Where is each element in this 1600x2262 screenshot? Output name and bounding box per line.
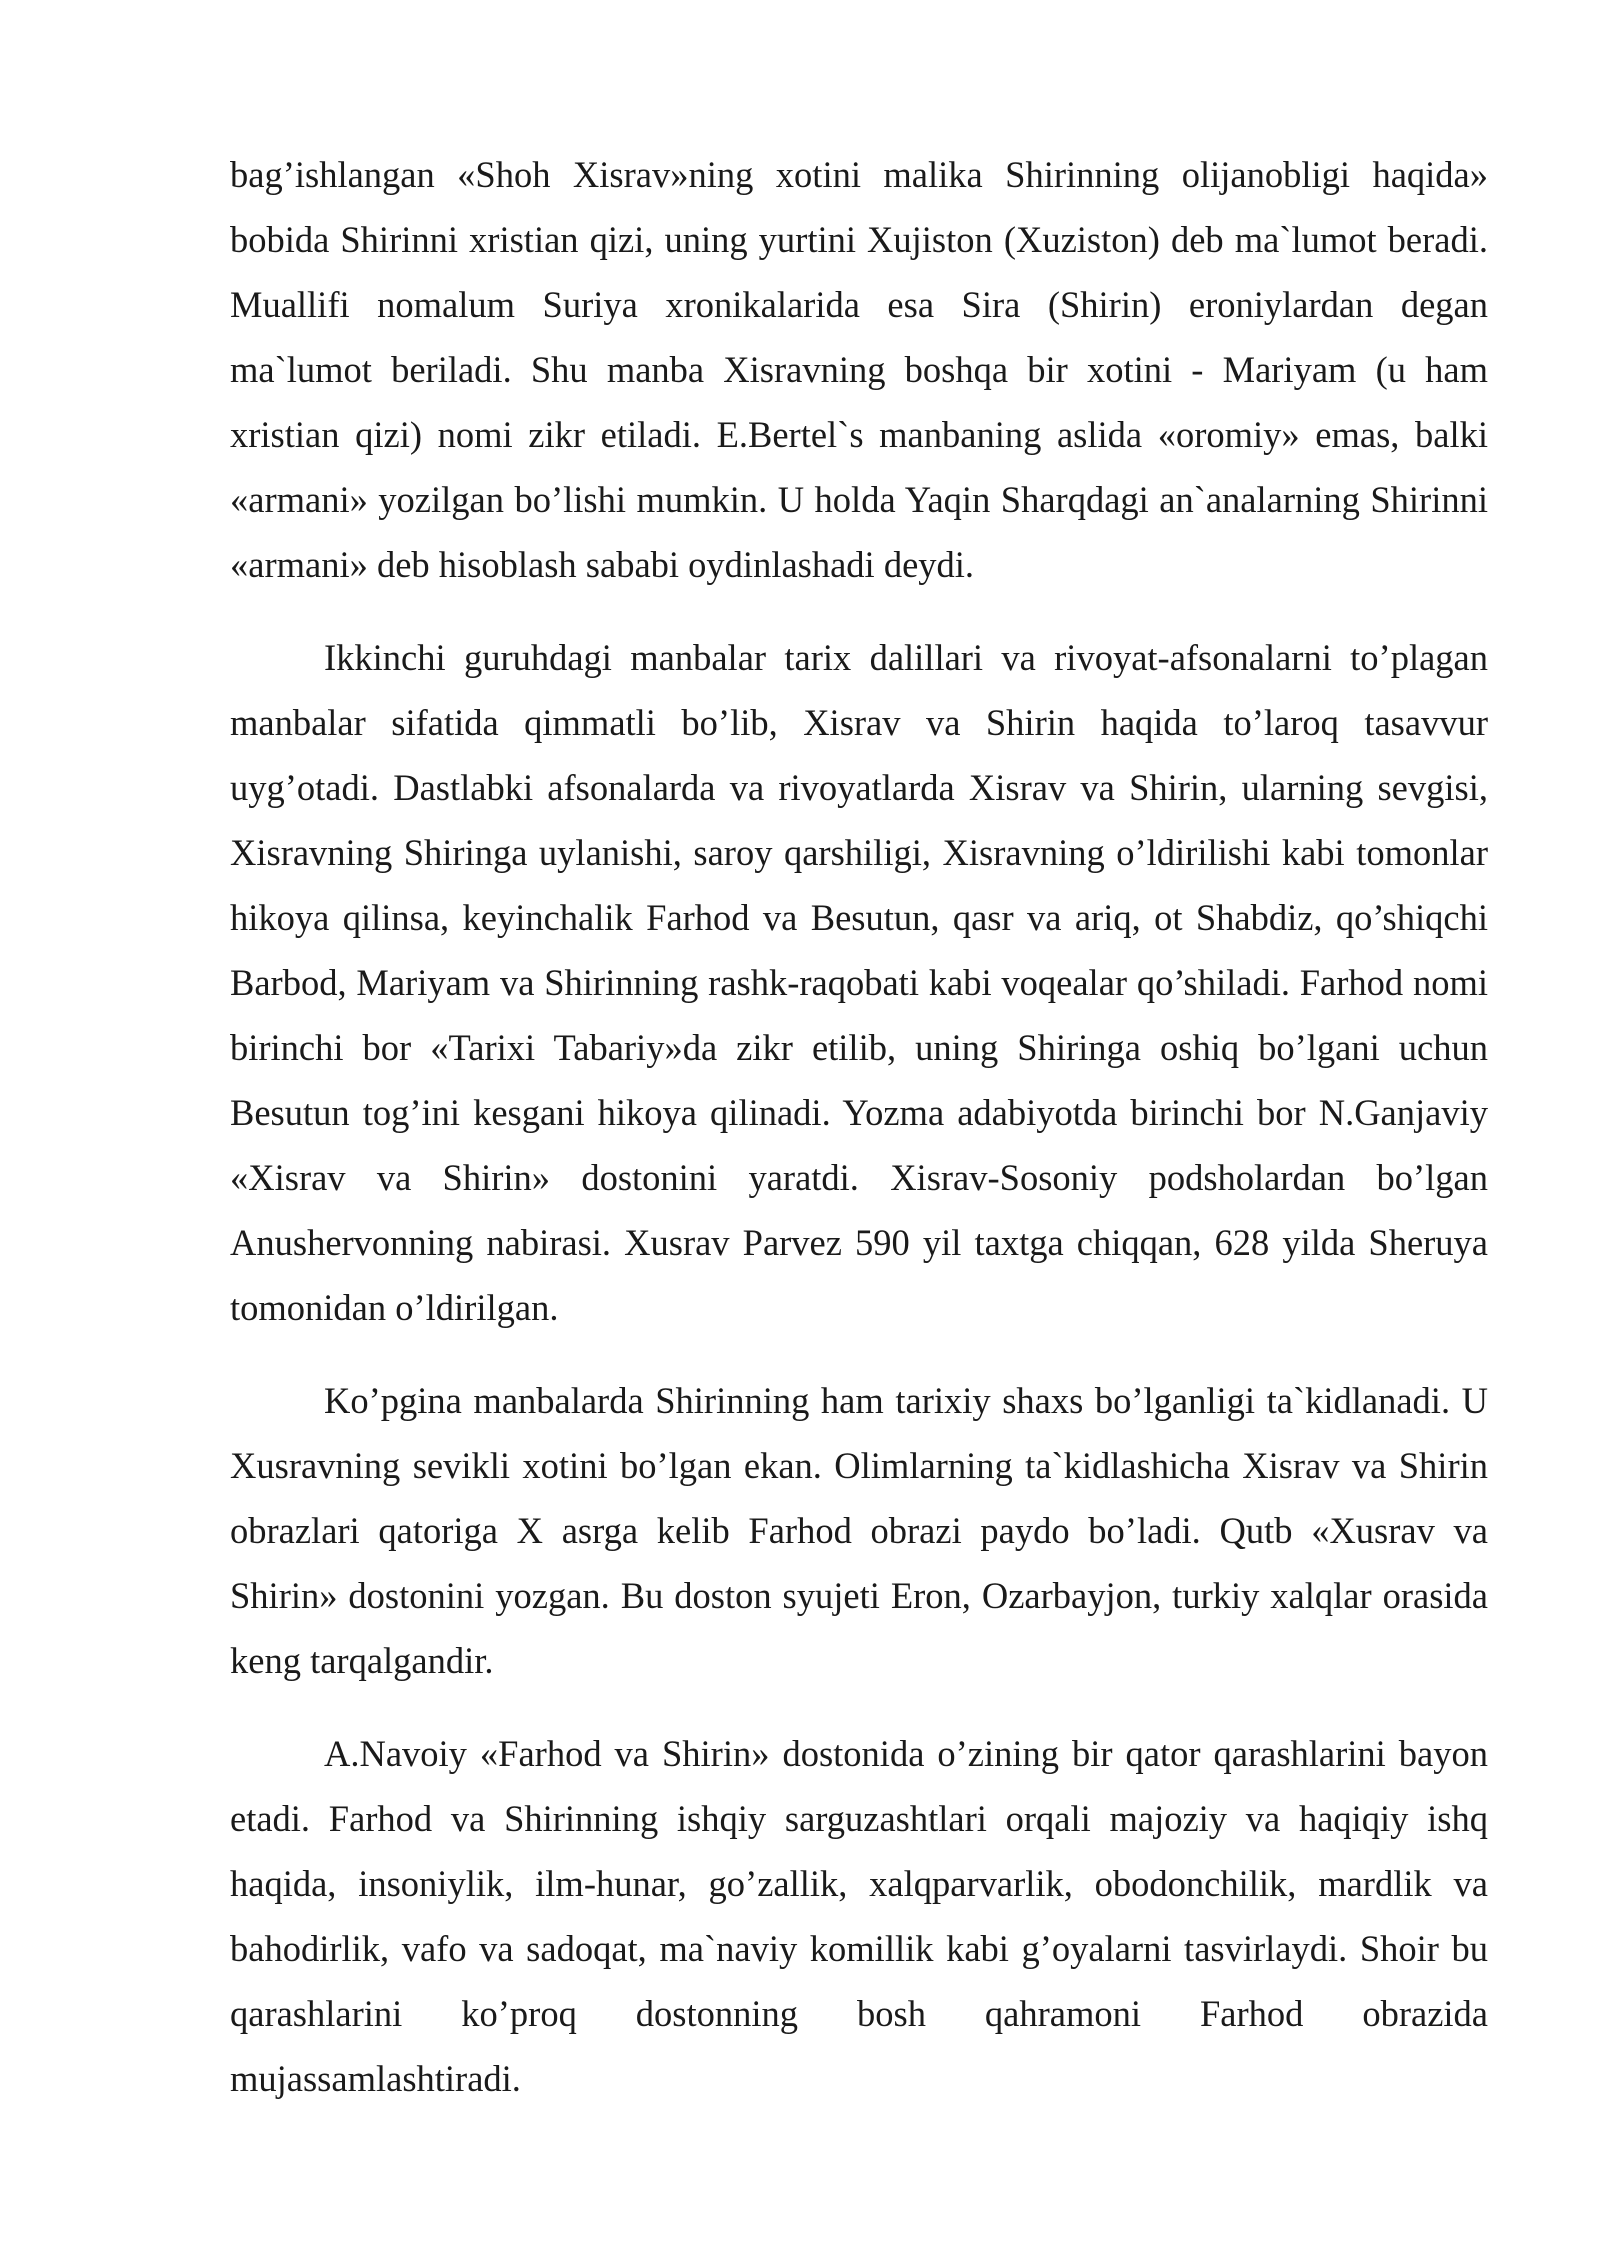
paragraph-continuation: bag’ishlangan «Shoh Xisrav»ning xotini malika Shirinning olijanobligi haqida» bobida Shirinni xristian qizi, uning yurtini Xujiston (Xuziston) deb ma`lumot beradi. Muallifi nomalum Suriya xronikalarida esa Sira (Shirin) eroniylardan degan ma`lumot beriladi. Shu manba Xisravning boshqa bir xotini - Mariyam (u ham xristian qizi) nomi zikr etiladi. E.Bertel`s manbaning aslida «oromiy» emas, balki «armani» yozilgan bo’lishi mumkin. U holda Yaqin Sharqdagi an`analarning Shirinni «armani» deb hisoblash sababi oydinlashadi deydi.	[230, 154, 1488, 585]
body-text	[230, 142, 1488, 2111]
paragraph-second-group-sources: Ikkinchi guruhdagi manbalar tarix dalillari va rivoyat-afsonalarni to’plagan manbalar sifatida qimmatli bo’lib, Xisrav va Shirin haqida to’laroq tasavvur uyg’otadi. Dastlabki afsonalarda va rivoyatlarda Xisrav va Shirin, ularning sevgisi, Xisravning Shiringa uylanishi, saroy qarshiligi, Xisravning o’ldirilishi kabi tomonlar hikoya qilinsa, keyinchalik Farhod va Besutun, qasr va ariq, ot Shabdiz, qo’shiqchi Barbod, Mariyam va Shirinning rashk-raqobati kabi voqealar qo’shiladi. Farhod nomi birinchi bor «Tarixi Tabariy»da zikr etilib, uning Shiringa oshiq bo’lgani uchun Besutun tog’ini kesgani hikoya qilinadi. Yozma adabiyotda birinchi bor N.Ganjaviy «Xisrav va Shirin» dostonini yaratdi. Xisrav-Sosoniy podsholardan bo’lgan Anushervonning nabirasi. Xusrav Parvez 590 yil taxtga chiqqan, 628 yilda Sheruya tomonidan o’ldirilgan.	[230, 637, 1488, 1328]
paragraph-shirin-historical: Ko’pgina manbalarda Shirinning ham tarixiy shaxs bo’lganligi ta`kidlanadi. U Xusravning sevikli xotini bo’lgan ekan. Olimlarning ta`kidlashicha Xisrav va Shirin obrazlari qatoriga X asrga kelib Farhod obrazi paydo bo’ladi. Qutb «Xusrav va Shirin» dostonini yozgan. Bu doston syujeti Eron, Ozarbayjon, turkiy xalqlar orasida keng tarqalgandir.	[230, 1380, 1488, 1681]
paragraph-navoiy: A.Navoiy «Farhod va Shirin» dostonida o’zining bir qator qarashlarini bayon etadi. Farhod va Shirinning ishqiy sarguzashtlari orqali majoziy va haqiqiy ishq haqida, insoniylik, ilm-hunar, go’zallik, xalqparvarlik, obodonchilik, mardlik va bahodirlik, vafo va sadoqat, ma`naviy komillik kabi g’oyalarni tasvirlaydi. Shoir bu qarashlarini ko’proq dostonning bosh qahramoni Farhod obrazida mujassamlashtiradi.	[230, 1733, 1488, 2099]
